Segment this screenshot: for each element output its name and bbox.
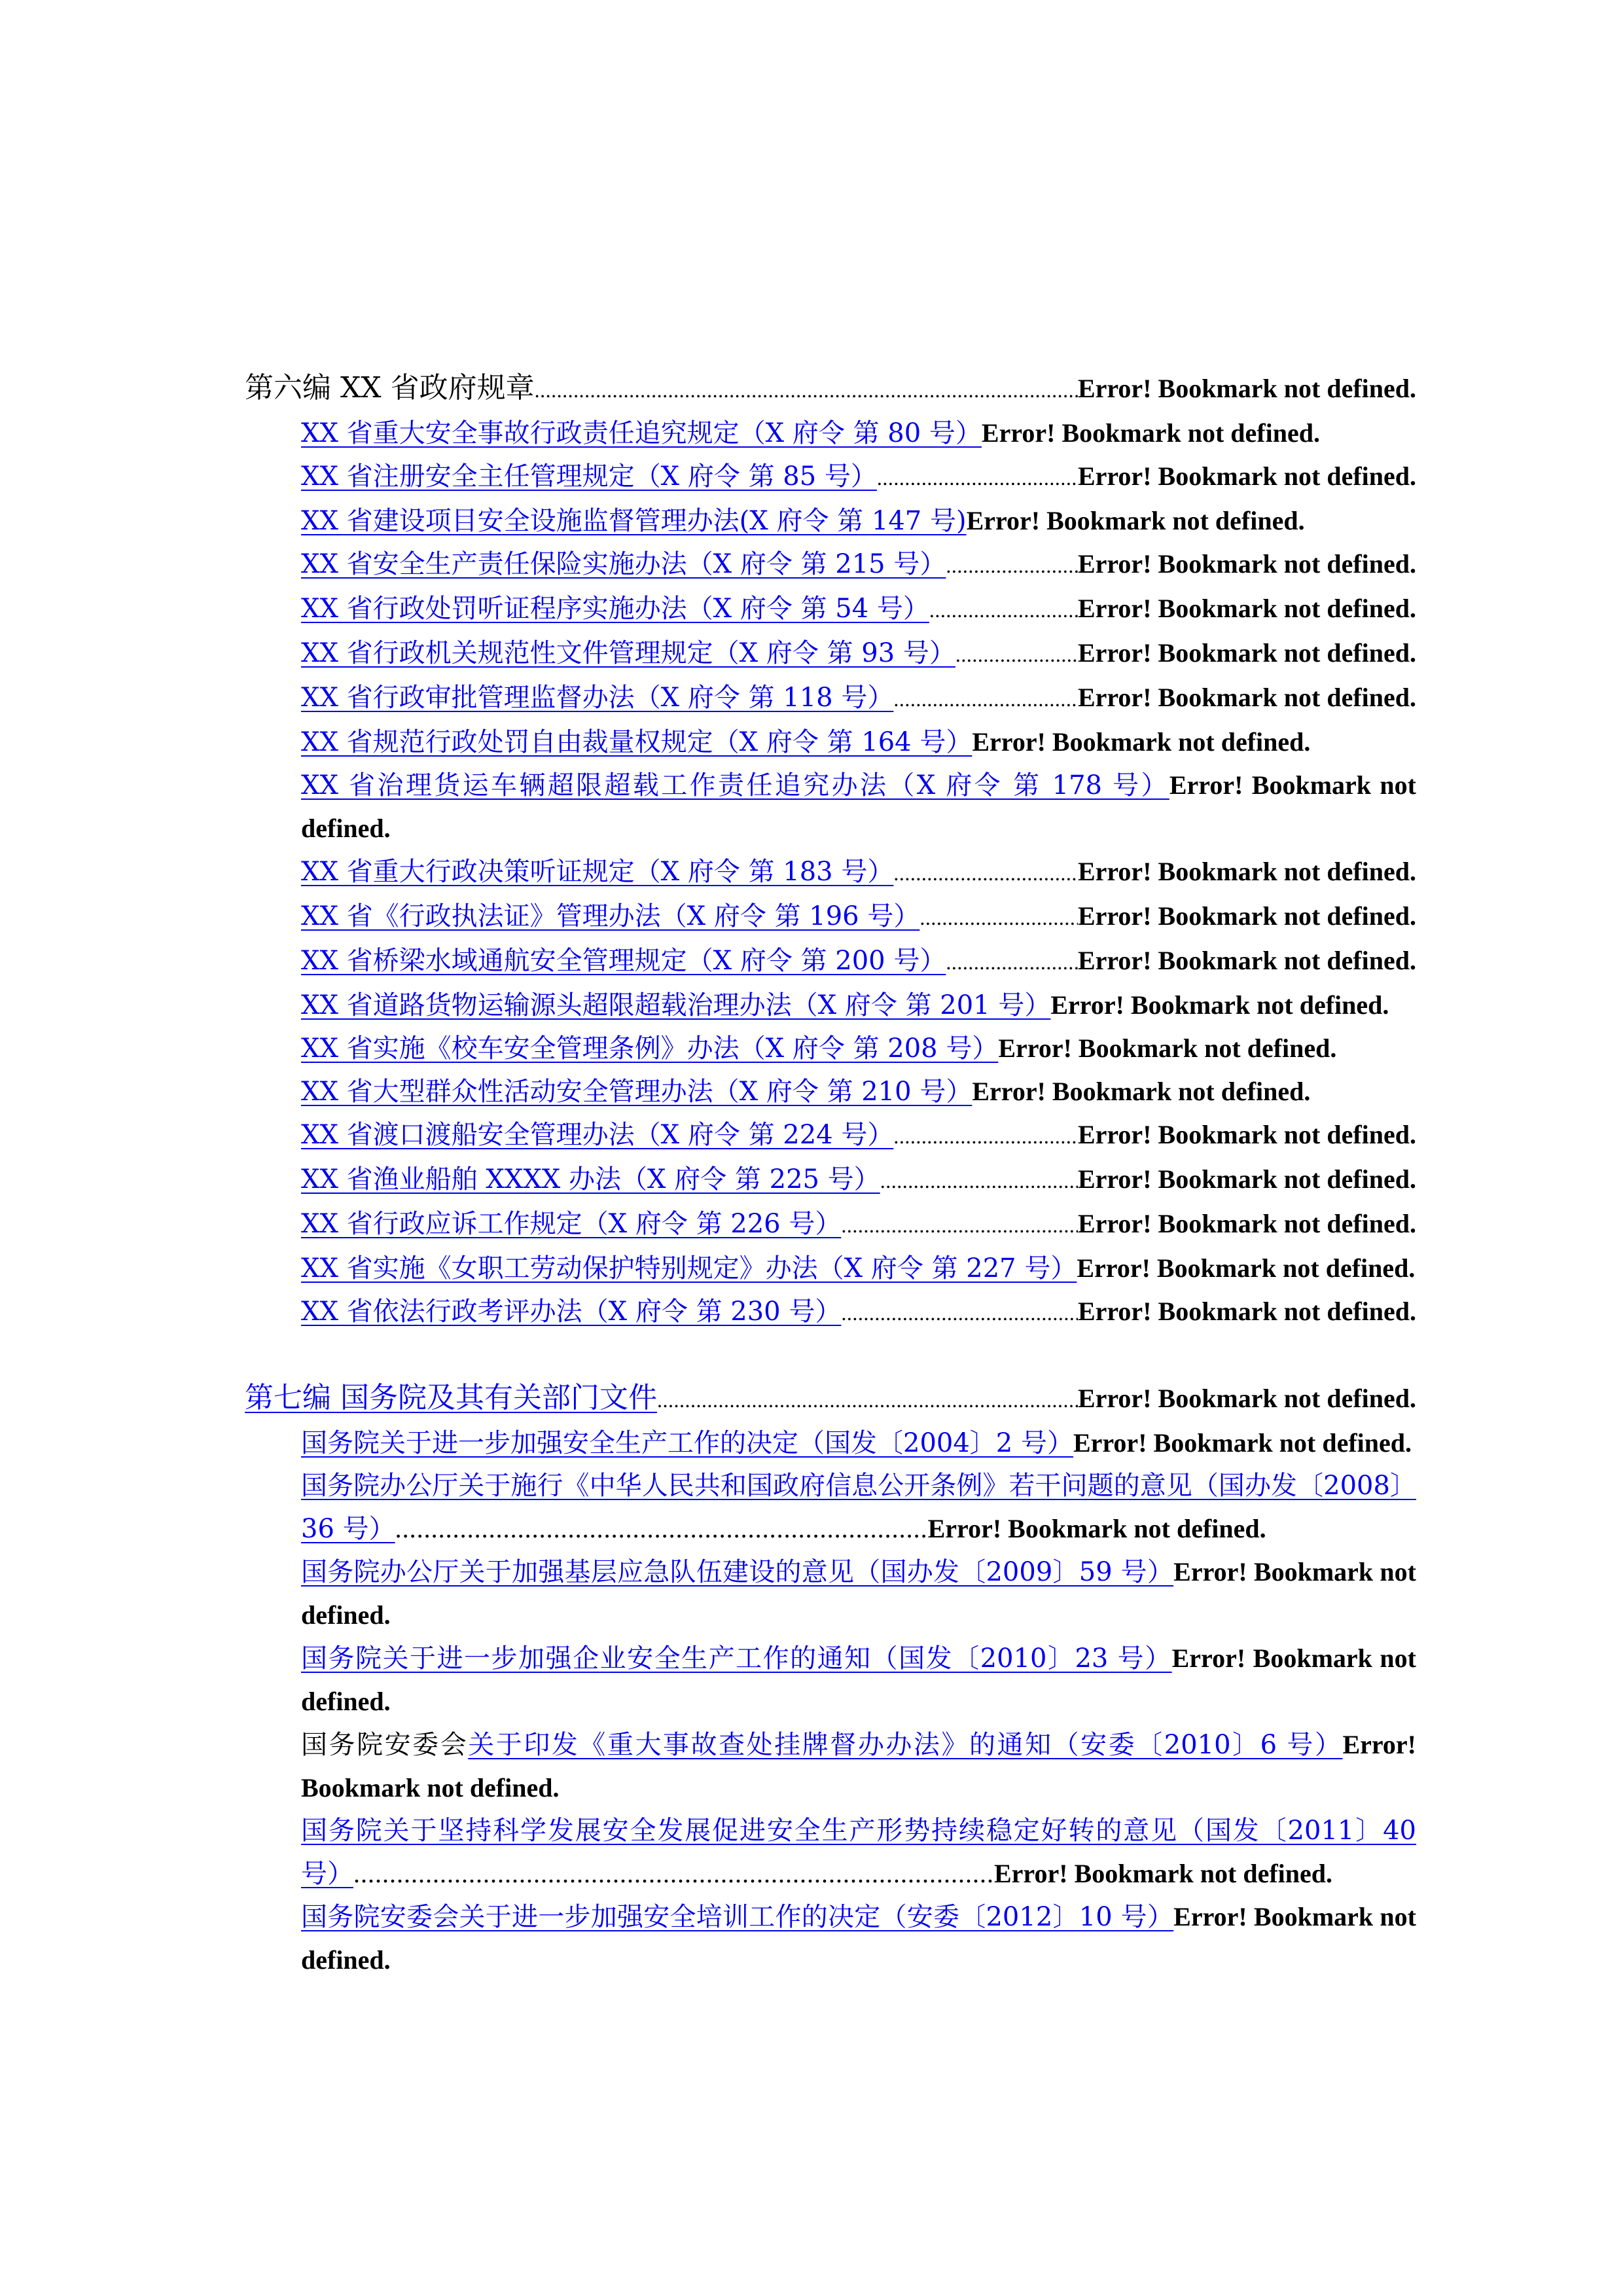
toc-link[interactable]: XX 省重大安全事故行政责任追究规定（X 府令 第 80 号） (301, 418, 982, 448)
bookmark-error: Error! Bookmark not defined. (301, 1557, 1416, 1630)
toc-entry[interactable] (245, 1551, 1416, 1637)
toc-link[interactable]: XX 省安全生产责任保险实施办法（X 府令 第 215 号） (301, 549, 946, 579)
dot-leader (841, 1204, 1078, 1247)
bookmark-error: Error! Bookmark not defined. (1077, 594, 1416, 623)
bookmark-error: Error! Bookmark not defined. (1077, 638, 1416, 668)
toc-entry[interactable] (245, 676, 1416, 721)
bookmark-error: Error! Bookmark not defined. (998, 1033, 1337, 1063)
toc-link[interactable]: XX 省重大行政决策听证规定（X 府令 第 183 号） (301, 857, 894, 887)
toc-entry[interactable] (245, 895, 1416, 939)
dot-leader (877, 457, 1078, 499)
toc-entry[interactable] (245, 632, 1416, 676)
toc-link[interactable]: XX 省渡口渡船安全管理办法（X 府令 第 224 号） (301, 1120, 894, 1150)
toc-link[interactable]: 关于印发《重大事故查处挂牌督办办法》的通知（安委〔2010〕6 号） (468, 1730, 1343, 1760)
toc-link[interactable]: XX 省实施《校车安全管理条例》办法（X 府令 第 208 号） (301, 1033, 999, 1064)
toc-link[interactable]: XX 省建设项目安全设施监督管理办法(X 府令 第 147 号) (301, 506, 967, 536)
bookmark-error: Error! Bookmark not defined. (1077, 461, 1416, 491)
toc-entry[interactable] (245, 1202, 1416, 1247)
section-heading-link[interactable]: 第七编 国务院及其有关部门文件 (245, 1381, 657, 1414)
bookmark-error: Error! Bookmark not defined. (301, 1902, 1416, 1975)
bookmark-error: Error! Bookmark not defined. (301, 1643, 1416, 1716)
dot-leader (893, 1115, 1078, 1158)
bookmark-error: Error! Bookmark not defined. (1077, 549, 1416, 579)
dot-leader (946, 545, 1078, 587)
toc-entry[interactable] (245, 1422, 1416, 1465)
bookmark-error: Error! Bookmark not defined. (994, 1859, 1333, 1888)
bookmark-error: Error! Bookmark not defined. (1077, 1253, 1416, 1283)
bookmark-error: Error! Bookmark not defined. (1077, 857, 1416, 886)
bookmark-error: Error! Bookmark not defined. (972, 1077, 1311, 1106)
toc-section-heading-7[interactable] (245, 1376, 1416, 1422)
toc-link[interactable]: XX 省大型群众性活动安全管理办法（X 府令 第 210 号） (301, 1077, 972, 1107)
dot-leader (929, 589, 1078, 632)
bookmark-error: Error! Bookmark not defined. (301, 1730, 1416, 1803)
toc-link[interactable]: 国务院办公厅关于施行《中华人民共和国政府信息公开条例》若干问题的意见（国办发〔2008〕36 号） (301, 1471, 1416, 1544)
bookmark-error: Error! Bookmark not defined. (1077, 901, 1416, 931)
dot-leader (893, 678, 1078, 721)
bookmark-error: Error! Bookmark not defined. (966, 506, 1305, 535)
bookmark-error: Error! Bookmark not defined. (1050, 990, 1389, 1020)
toc-link[interactable]: XX 省行政处罚听证程序实施办法（X 府令 第 54 号） (301, 594, 929, 624)
toc-section-heading-6[interactable] (245, 367, 1416, 412)
toc-link[interactable]: XX 省治理货运车辆超限超载工作责任追究办法（X 府令 第 178 号） (301, 770, 1169, 800)
bookmark-error: Error! Bookmark not defined. (1077, 683, 1416, 712)
toc-link[interactable]: XX 省实施《女职工劳动保护特别规定》办法（X 府令 第 227 号） (301, 1253, 1077, 1283)
toc-link[interactable]: XX 省规范行政处罚自由裁量权规定（X 府令 第 164 号） (301, 727, 972, 757)
toc-prefix-text: 国务院安委会 (301, 1730, 469, 1760)
toc-link[interactable]: 国务院关于进一步加强安全生产工作的决定（国发〔2004〕2 号） (301, 1428, 1073, 1458)
toc-link[interactable]: XX 省行政应诉工作规定（X 府令 第 226 号） (301, 1209, 842, 1239)
toc-entry[interactable] (245, 1465, 1416, 1551)
dot-leader (955, 634, 1078, 676)
toc-entry[interactable] (245, 1113, 1416, 1158)
table-of-contents (245, 367, 1416, 1982)
toc-entry[interactable] (245, 850, 1416, 895)
bookmark-error: Error! Bookmark not defined. (1077, 946, 1416, 975)
toc-entry[interactable] (245, 1895, 1416, 1982)
toc-entry[interactable] (245, 1290, 1416, 1335)
dot-leader: ......................................................................................... (353, 1859, 994, 1888)
toc-entry[interactable] (245, 1070, 1416, 1113)
toc-entry[interactable] (245, 1158, 1416, 1202)
toc-link[interactable]: XX 省行政机关规范性文件管理规定（X 府令 第 93 号） (301, 638, 955, 668)
toc-entry[interactable] (245, 455, 1416, 499)
dot-leader: .......................................................................... (395, 1514, 928, 1543)
toc-entry[interactable] (245, 721, 1416, 764)
bookmark-error: Error! Bookmark not defined. (927, 1514, 1266, 1543)
dot-leader (893, 852, 1078, 895)
bookmark-error: Error! Bookmark not defined. (1073, 1428, 1412, 1458)
toc-link[interactable]: 国务院关于进一步加强企业安全生产工作的通知（国发〔2010〕23 号） (301, 1643, 1172, 1674)
toc-entry[interactable] (245, 412, 1416, 455)
bookmark-error: Error! Bookmark not defined. (1077, 1164, 1416, 1194)
toc-link[interactable]: XX 省注册安全主任管理规定（X 府令 第 85 号） (301, 461, 877, 492)
toc-link[interactable]: XX 省桥梁水域通航安全管理规定（X 府令 第 200 号） (301, 946, 946, 976)
toc-link[interactable]: XX 省道路货物运输源头超限超载治理办法（X 府令 第 201 号） (301, 990, 1051, 1020)
toc-entry[interactable] (245, 1247, 1416, 1290)
dot-leader (880, 1160, 1078, 1202)
toc-entry[interactable] (245, 1723, 1416, 1810)
bookmark-error: Error! Bookmark not defined. (1077, 1384, 1416, 1413)
toc-entry[interactable] (245, 543, 1416, 587)
toc-entry[interactable] (245, 1027, 1416, 1070)
toc-link[interactable]: XX 省《行政执法证》管理办法（X 府令 第 196 号） (301, 901, 920, 931)
toc-entry[interactable] (245, 1637, 1416, 1723)
toc-entry[interactable] (245, 939, 1416, 984)
toc-entry[interactable] (245, 587, 1416, 632)
dot-leader (841, 1292, 1078, 1335)
bookmark-error: Error! Bookmark not defined. (1077, 1209, 1416, 1238)
bookmark-error: Error! Bookmark not defined. (981, 418, 1320, 448)
bookmark-error: Error! Bookmark not defined. (1077, 1120, 1416, 1149)
toc-entry[interactable] (245, 1810, 1416, 1895)
toc-link[interactable]: XX 省依法行政考评办法（X 府令 第 230 号） (301, 1297, 842, 1327)
toc-link[interactable]: XX 省渔业船舶 XXXX 办法（X 府令 第 225 号） (301, 1164, 880, 1194)
toc-link[interactable]: 国务院安委会关于进一步加强安全培训工作的决定（安委〔2012〕10 号） (301, 1902, 1174, 1932)
toc-link[interactable]: 国务院办公厅关于加强基层应急队伍建设的意见（国办发〔2009〕59 号） (301, 1557, 1174, 1587)
toc-link[interactable]: XX 省行政审批管理监督办法（X 府令 第 118 号） (301, 683, 894, 713)
dot-leader (657, 1379, 1078, 1422)
dot-leader (946, 941, 1078, 984)
toc-entry[interactable] (245, 984, 1416, 1027)
dot-leader (535, 369, 1078, 412)
bookmark-error: Error! Bookmark not defined. (301, 770, 1416, 843)
bookmark-error: Error! Bookmark not defined. (1077, 374, 1416, 403)
toc-entry[interactable] (245, 764, 1416, 850)
bookmark-error: Error! Bookmark not defined. (972, 727, 1311, 757)
toc-link[interactable]: 国务院关于坚持科学发展安全发展促进安全生产形势持续稳定好转的意见（国发〔2011〕40 号） (301, 1816, 1416, 1889)
dot-leader (919, 897, 1078, 939)
toc-entry[interactable] (245, 499, 1416, 543)
bookmark-error: Error! Bookmark not defined. (1077, 1297, 1416, 1326)
section-heading: 第六编 XX 省政府规章 (245, 371, 535, 404)
